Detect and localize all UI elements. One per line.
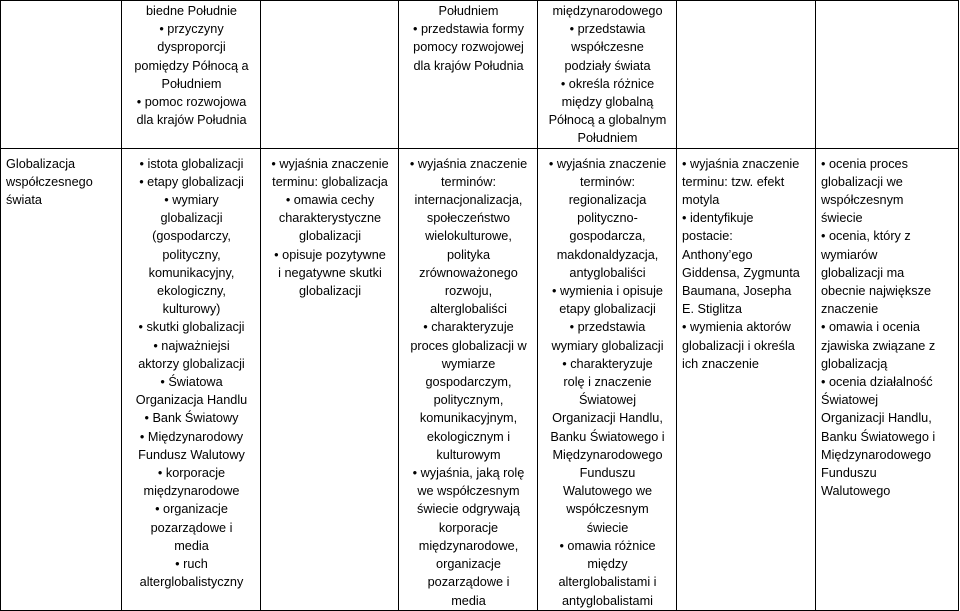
cell-line: świecie	[586, 520, 629, 535]
cell-line: • ruch	[175, 557, 208, 572]
cell-level-1	[261, 1, 399, 149]
cell-line: • najważniejsi	[153, 338, 230, 353]
cell-line: terminów:	[580, 174, 635, 189]
cell-line: dla krajów Południa	[136, 113, 247, 128]
cell-line: korporacje	[438, 520, 499, 535]
cell-line: motyla	[682, 193, 720, 208]
cell-line: • wymiary	[164, 193, 219, 208]
cell-level-1	[261, 148, 399, 610]
cell-line: pomocy rozwojowej	[413, 40, 524, 55]
cell-line: • opisuje pozytywne	[274, 247, 386, 262]
cell-line: • omawia cechy	[285, 193, 375, 208]
cell-line: Południem	[161, 76, 222, 91]
cell-line: między	[587, 557, 628, 572]
cell-line: Światowej	[578, 393, 637, 408]
cell-line: wymiarów	[821, 247, 878, 262]
cell-line: • charakteryzuje	[562, 356, 653, 371]
cell-line: • Światowa	[160, 375, 223, 390]
cell-line: • przedstawia	[569, 22, 646, 37]
cell-line: politycznym,	[433, 393, 504, 408]
cell-line: komunikacyjny,	[148, 265, 235, 280]
cell-line: pozarządowe i	[427, 575, 510, 590]
cell-line: proces globalizacji w	[410, 338, 527, 353]
cell-line: • ocenia, który z	[821, 229, 911, 244]
cell-line: społeczeństwo	[426, 211, 511, 226]
cell-line: biedne Południe	[145, 4, 237, 18]
cell-level-5	[816, 1, 959, 149]
cell-line: gospodarczym,	[425, 375, 512, 390]
cell-line: • pomoc rozwojowa	[136, 95, 247, 110]
cell-line: • ocenia działalność	[821, 375, 933, 390]
cell-line: Południem	[438, 4, 499, 18]
table-row-globalization	[1, 148, 959, 610]
cell-line: globalizacji i określa	[682, 338, 795, 353]
cell-line: dla krajów Południa	[413, 58, 524, 73]
cell-line: obecnie największe	[821, 284, 932, 299]
cell-line: świecie odgrywają	[417, 502, 520, 517]
cell-line: charakterystyczne	[278, 211, 382, 226]
cell-line: media	[451, 593, 486, 608]
cell-line: • organizacje	[155, 502, 228, 517]
cell-line: • identyfikuje	[682, 211, 754, 226]
cell-line: dysproporcji	[157, 40, 226, 55]
cell-line: świata	[6, 193, 42, 208]
cell-level-4	[677, 148, 816, 610]
cell-line: Światowej	[821, 393, 879, 408]
cell-line: internacjonalizacja,	[414, 193, 523, 208]
cell-line: międzynarodowego	[552, 4, 663, 18]
cell-line: znaczenie	[821, 302, 879, 317]
cell-topic	[1, 148, 122, 610]
cell-line: alterglobaliści	[430, 302, 507, 317]
cell-line: globalizacji we	[821, 174, 903, 189]
cell-line: terminu: globalizacja	[272, 174, 388, 189]
table-row-top	[1, 1, 959, 149]
cell-line: Walutowego we	[562, 484, 653, 499]
cell-line: współczesnym	[821, 193, 904, 208]
cell-line: pozarządowe i	[150, 520, 233, 535]
cell-line: • omawia i ocenia	[821, 320, 920, 335]
cell-line: między globalną	[561, 95, 654, 110]
cell-line: międzynarodowe,	[418, 538, 519, 553]
cell-line: • wyjaśnia, jaką rolę	[412, 466, 525, 481]
cell-line: organizacje	[436, 557, 501, 572]
cell-line: • wyjaśnia znaczenie	[548, 156, 667, 171]
cell-line: Organizacja Handlu	[135, 393, 248, 408]
cell-line: globalizacją	[821, 356, 888, 371]
cell-line: aktorzy globalizacji	[138, 356, 245, 371]
cell-line: międzynarodowe	[143, 484, 240, 499]
cell-line: • wymienia aktorów	[682, 320, 791, 335]
cell-line: pomiędzy Północą a	[134, 58, 249, 73]
cell-line: współczesnym	[566, 502, 649, 517]
cell-line: • omawia różnice	[559, 538, 656, 553]
cell-line: • istota globalizacji	[139, 156, 244, 171]
cell-line: • przyczyny	[159, 22, 224, 37]
cell-line: globalizacji	[298, 284, 362, 299]
cell-line: wymiary globalizacji	[551, 338, 664, 353]
cell-line: terminów:	[441, 174, 496, 189]
cell-line: • przedstawia	[569, 320, 646, 335]
cell-line: ich znaczenie	[682, 356, 759, 371]
cell-topic	[1, 1, 122, 149]
cell-line: ekologiczny,	[157, 284, 226, 299]
cell-line: regionalizacja	[568, 193, 647, 208]
cell-line: globalizacji	[298, 229, 362, 244]
cell-line: wielokulturowe,	[425, 229, 512, 244]
cell-line: Banku Światowego i	[821, 429, 936, 444]
cell-line: zjawiska związane z	[821, 338, 936, 353]
cell-line: • charakteryzuje	[423, 320, 514, 335]
cell-line: Globalizacja	[6, 156, 76, 171]
cell-line: współczesne	[571, 40, 644, 55]
cell-line: podziały świata	[564, 58, 651, 73]
cell-line: postacie:	[682, 229, 733, 244]
cell-line: Północą a globalnym	[548, 113, 667, 128]
cell-line: • etapy globalizacji	[139, 174, 244, 189]
cell-line: Baumana, Josepha	[682, 284, 792, 299]
cell-line: globalizacji	[160, 211, 223, 226]
cell-line: Anthony’ego	[682, 247, 753, 262]
cell-level-3	[538, 148, 677, 610]
cell-line: polityczny,	[162, 247, 221, 262]
cell-line: • Bank Światowy	[144, 411, 239, 426]
cell-content	[122, 148, 261, 610]
cell-line: Giddensa, Zygmunta	[682, 265, 800, 280]
cell-level-4	[677, 1, 816, 149]
cell-line: • Międzynarodowy	[139, 429, 244, 444]
cell-line: polityka	[446, 247, 491, 262]
cell-line: we współczesnym	[417, 484, 520, 499]
cell-line: Walutowego	[821, 484, 891, 499]
cell-line: polityczno-	[577, 211, 638, 226]
cell-line: Organizacji Handlu,	[821, 411, 932, 426]
cell-line: świecie	[821, 211, 863, 226]
cell-line: antyglobalistami	[562, 593, 653, 608]
cell-level-2	[399, 148, 538, 610]
cell-line: Funduszu	[579, 466, 636, 481]
cell-line: (gospodarczy,	[152, 229, 231, 244]
cell-line: i negatywne skutki	[278, 265, 382, 280]
cell-line: • wyjaśnia znaczenie	[271, 156, 389, 171]
cell-level-3	[538, 1, 677, 149]
cell-line: media	[174, 538, 209, 553]
cell-line: antyglobaliści	[569, 265, 646, 280]
cell-line: Funduszu	[821, 466, 877, 481]
cell-line: • określa różnice	[560, 76, 655, 91]
cell-line: wymiarze	[441, 356, 496, 371]
cell-line: • wyjaśnia znaczenie	[409, 156, 528, 171]
cell-level-5	[816, 148, 959, 610]
cell-line: etapy globalizacji	[559, 302, 656, 317]
cell-line: komunikacyjnym,	[419, 411, 518, 426]
cell-content	[122, 1, 261, 149]
cell-level-2	[399, 1, 538, 149]
cell-line: gospodarcza,	[569, 229, 646, 244]
cell-line: Międzynarodowego	[552, 447, 663, 462]
cell-line: zrównoważonego	[419, 265, 518, 280]
cell-line: rolę i znaczenie	[563, 375, 652, 390]
cell-line: Południem	[577, 131, 638, 146]
cell-line: • wymienia i opisuje	[552, 284, 663, 299]
cell-line: alterglobalistyczny	[139, 575, 244, 590]
cell-line: kulturowy)	[162, 302, 221, 317]
cell-line: kulturowym	[436, 447, 501, 462]
cell-line: Fundusz Walutowy	[138, 447, 245, 462]
cell-line: terminu: tzw. efekt	[682, 174, 785, 189]
cell-line: • skutki globalizacji	[138, 320, 245, 335]
cell-line: • wyjaśnia znaczenie	[682, 156, 800, 171]
cell-line: współczesnego	[6, 174, 93, 189]
cell-line: • ocenia proces	[821, 156, 908, 171]
cell-line: • przedstawia formy	[413, 22, 524, 37]
cell-line: makdonaldyzacja,	[556, 247, 659, 262]
cell-line: Międzynarodowego	[821, 447, 932, 462]
cell-line: globalizacji ma	[821, 265, 905, 280]
cell-line: ekologicznym i	[426, 429, 511, 444]
cell-line: rozwoju,	[444, 284, 493, 299]
cell-line: Organizacji Handlu,	[552, 411, 663, 426]
cell-line: • korporacje	[157, 466, 226, 481]
cell-line: E. Stiglitza	[682, 302, 742, 317]
cell-line: alterglobalistami i	[558, 575, 657, 590]
cell-line: Banku Światowego i	[550, 429, 665, 444]
